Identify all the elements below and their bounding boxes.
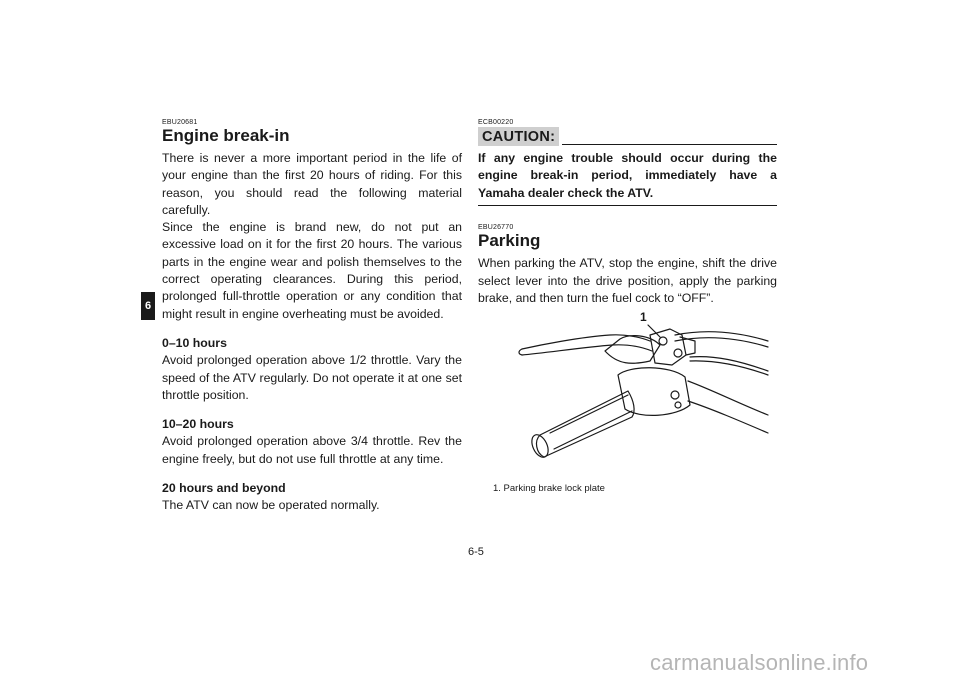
- caution-text: If any engine trouble should occur during the engine break-in period, immediately have a Yamaha dealer check the ATV.: [478, 151, 777, 200]
- caution-divider: [562, 144, 777, 146]
- caution-header: [478, 127, 777, 146]
- engine-break-in-section: [162, 119, 462, 515]
- subsection-body: Avoid prolonged operation above 3/4 throttle. Rev the engine freely, but do not use full throttle at any time.: [162, 434, 462, 466]
- intro-paragraph: Since the engine is brand new, do not put an excessive load on it for the first 20 hours. The various parts in the engine wear and polish themselves to the correct operating clearances. During this period, prolonged full-throttle operation or any condition that might result in engine overheating must be avoided.: [162, 220, 462, 321]
- caution-label: CAUTION:: [478, 127, 559, 146]
- page-number: 6-5: [468, 546, 484, 558]
- subsection-title: 10–20 hours: [162, 417, 234, 432]
- subsection-body: Avoid prolonged operation above 1/2 throttle. Vary the speed of the ATV regularly. Do not operate it at one set throttle position.: [162, 353, 462, 402]
- chapter-tab: 6: [141, 292, 155, 320]
- intro-paragraph: There is never a more important period in the life of your engine than the first 20 hours of riding. For this reason, you should read the following material carefully.: [162, 151, 462, 217]
- watermark: carmanualsonline.info: [650, 650, 869, 675]
- caution-code: ECB00220: [478, 119, 514, 126]
- section-code: EBU20681: [162, 119, 198, 126]
- figure-caption: 1. Parking brake lock plate: [493, 483, 605, 494]
- subsection-body: The ATV can now be operated normally.: [162, 498, 380, 513]
- section-code: EBU26770: [478, 224, 514, 232]
- section-heading: Engine break-in: [162, 126, 290, 145]
- subsection-title: 0–10 hours: [162, 335, 227, 350]
- parking-paragraph: When parking the ATV, stop the engine, shift the drive select lever into the drive position, apply the parking brake, and then turn the fuel cock to “OFF”.: [478, 256, 777, 305]
- section-heading: Parking: [478, 231, 541, 251]
- handlebar-illustration: [500, 305, 770, 470]
- subsection-title: 20 hours and beyond: [162, 481, 286, 496]
- figure-callout: 1: [640, 310, 647, 324]
- right-column: [478, 119, 777, 307]
